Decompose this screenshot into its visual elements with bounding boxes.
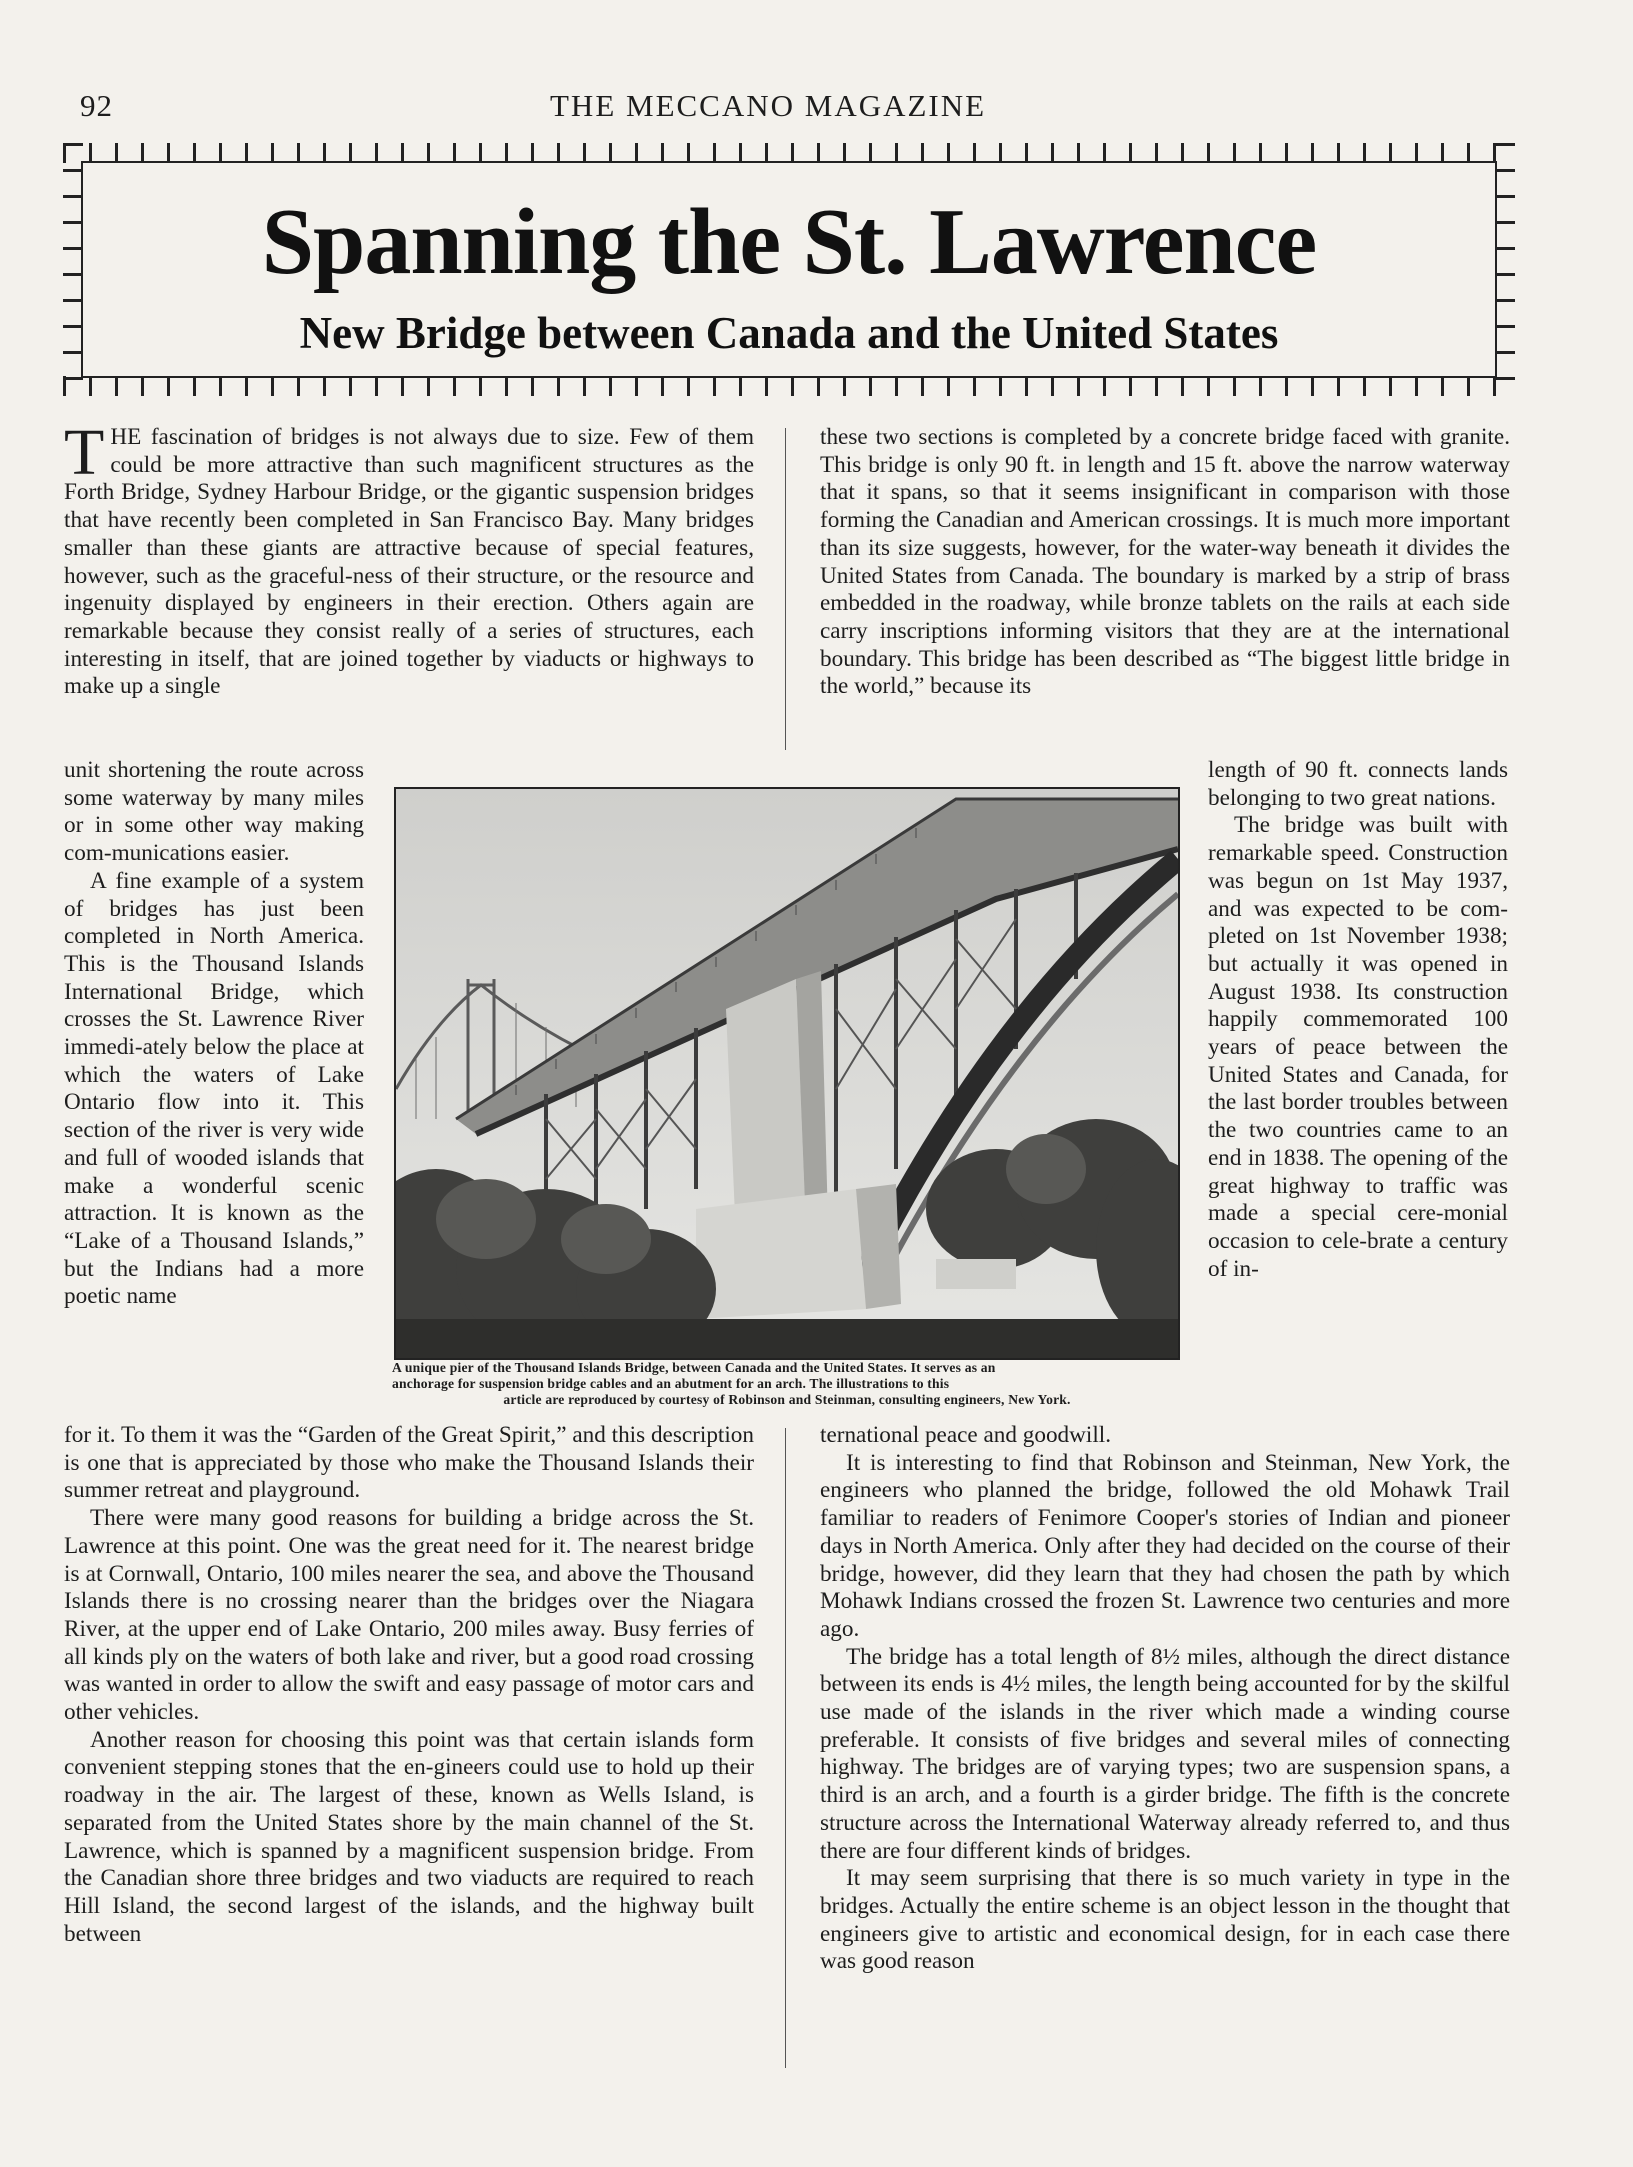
bridge-photo — [394, 787, 1180, 1360]
magazine-title: THE MECCANO MAGAZINE — [550, 88, 987, 123]
paragraph: There were many good reasons for building a bridge across the St. Lawrence at this point. One was the great need for it. The nearest bridge is at Cornwall, Ontario, 100 miles nearer the sea, and above the Thousand Islands there is no crossing nearer than the bridges over the Niagara River, at the upper end of Lake Ontario, 200 miles away. Busy ferries of all kinds ply on the waters of both lake and river, but a good road crossing was wanted in order to allow the swift and easy passage of motor cars and other vehicles. — [64, 1505, 754, 1726]
column-rule — [785, 1428, 786, 2068]
page-number: 92 — [80, 88, 113, 123]
title-frame — [63, 143, 1515, 396]
paragraph: Another reason for choosing this point was that certain islands form convenient stepping stones that the en-gineers could use to hold up their roadway in the air. The largest of these, known as Wells Island, is separated from the United States shore by the main channel of the St. Lawrence, which is spanned by a magnificent suspension bridge. From the Canadian shore three bridges and two viaducts are required to reach Hill Island, the second largest of the islands, and the highway built between — [64, 1726, 754, 1947]
paragraph: A fine example of a system of bridges has just been completed in North America. This is the Thousand Islands International Bridge, which crosses the St. Lawrence River immedi-ately below the place at which the waters of Lake Ontario flow into it. This section of the river is very wide and full of wooded islands that make a wonderful scenic attraction. It is known as the “Lake of a Thousand Islands,” but the Indians had a more poetic name — [64, 867, 364, 1310]
bridge-photo-illustration — [396, 789, 1178, 1358]
paragraph: unit shortening the route across some waterway by many miles or in some other way making com-munications easier. — [64, 757, 364, 867]
right-column-bottom — [820, 1422, 1510, 1976]
paragraph: ternational peace and goodwill. — [820, 1422, 1112, 1448]
caption-line: A unique pier of the Thousand Islands Bridge, between Canada and the United States. It serves as an — [392, 1360, 996, 1375]
paragraph: The bridge was built with remarkable speed. Construction was begun on 1st May 1937, and was expected to be com-pleted on 1st November 1938; but actually it was opened in August 1938. Its construction happily commemorated 100 years of peace between the United States and Canada, for the last border troubles between the two countries came to an end in 1838. The opening of the great highway to traffic was made a special cere-monial occasion to cele-brate a century of in- — [1208, 812, 1508, 1282]
paragraph: It is interesting to find that Robinson and Steinman, New York, the engineers who planned the bridge, followed the old Mohawk Trail familiar to readers of Fenimore Cooper's stories of Indian and pioneer days in North America. Only after they had decided on the course of their bridge, however, did they learn that they had chosen the path by which Mohawk Indians crossed the frozen St. Lawrence two centuries and more ago. — [820, 1449, 1510, 1642]
caption-line: article are reproduced by courtesy of Robinson and Steinman, consulting engineers, New York. — [503, 1392, 1071, 1407]
photo-caption — [392, 1360, 1182, 1408]
left-column-top — [64, 416, 754, 701]
paragraph: The bridge has a total length of 8½ miles, although the direct distance between its ends is 4½ miles, the length being accounted for by the skilful use made of the islands in the river which made a winding course preferable. It consists of five bridges and several miles of connecting highway. The bridges are of varying types; two are suspension spans, a third is an arch, and a fourth is a girder bridge. The fifth is the concrete structure across the International Waterway already referred to, and thus there are four different kinds of bridges. — [820, 1643, 1510, 1864]
article-title: Spanning the St. Lawrence — [261, 190, 1317, 294]
intro-paragraph: HE fascination of bridges is not always due to size. Few of them could be more attractive than such magnificent structures as the Forth Bridge, Sydney Harbour Bridge, or the gigantic suspension bridges that have recently been completed in San Francisco Bay. Many bridges smaller than these giants are attractive because of special features, however, such as the graceful-ness of their structure, or the resource and ingenuity displayed by engineers in their erection. Others again are remarkable because they consist really of a series of structures, each interesting in itself, that are joined together by viaducts or highways to make up a single — [64, 424, 754, 700]
right-column-narrow — [1208, 757, 1508, 1283]
paragraph: length of 90 ft. connects lands belonging to two great nations. — [1208, 757, 1508, 811]
drop-cap: T — [64, 416, 105, 489]
paragraph: for it. To them it was the “Garden of the Great Spirit,” and this description is one that is appreciated by those who make the Thousand Islands their summer retreat and playground. — [64, 1422, 754, 1504]
right-column-top — [820, 424, 1510, 701]
caption-line: anchorage for suspension bridge cables and an abutment for an arch. The illustrations to this — [392, 1376, 950, 1391]
column-rule — [785, 428, 786, 750]
left-column-bottom — [64, 1422, 754, 1948]
left-column-narrow — [64, 757, 364, 1311]
paragraph: these two sections is completed by a concrete bridge faced with granite. This bridge is only 90 ft. in length and 15 ft. above the narrow waterway that it spans, so that it seems insignificant in comparison with those forming the Canadian and American crossings. It is much more important than its size suggests, however, for the water-way beneath it divides the United States from Canada. The boundary is marked by a strip of brass embedded in the roadway, while bronze tablets on the rails at each side carry inscriptions informing visitors that they are at the international boundary. This bridge has been described as “The biggest little bridge in the world,” because its — [820, 424, 1510, 700]
article-subtitle: New Bridge between Canada and the United States — [299, 308, 1279, 358]
paragraph: It may seem surprising that there is so much variety in type in the bridges. Actually the entire scheme is an object lesson in the thought that engineers give to artistic and economical design, for in each case there was good reason — [820, 1865, 1510, 1975]
